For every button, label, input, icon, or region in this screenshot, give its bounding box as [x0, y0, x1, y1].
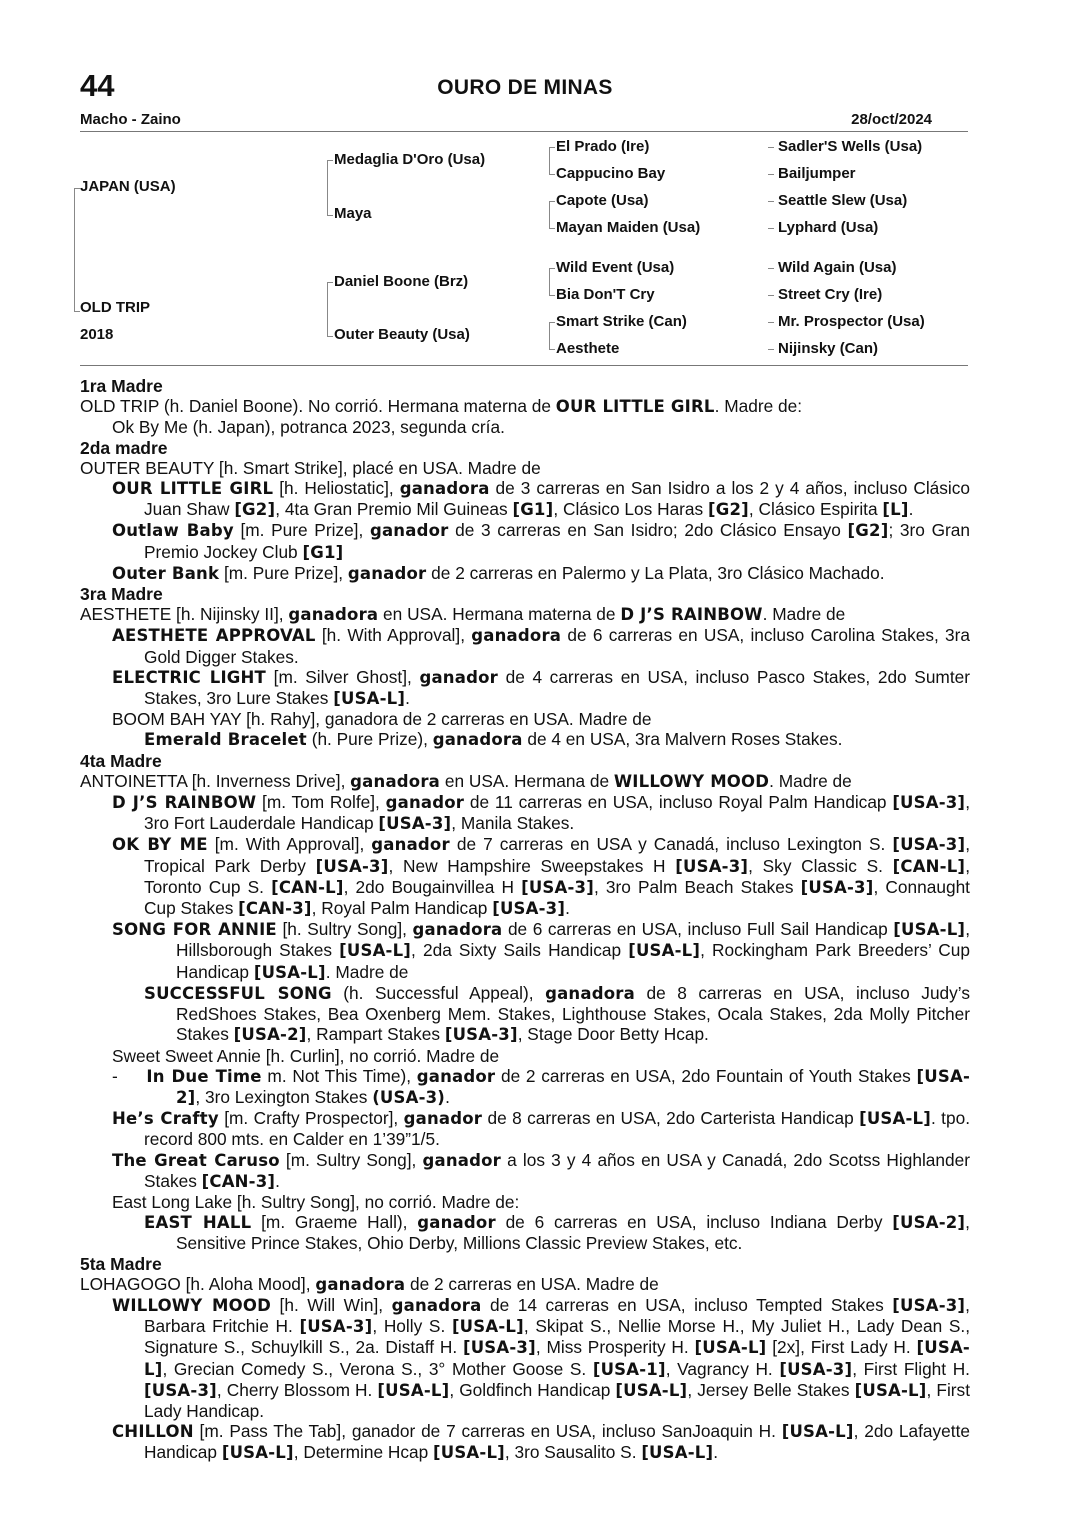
gen3-1: El Prado (Ire) [556, 138, 650, 155]
gen3-7: Smart Strike (Can) [556, 313, 687, 330]
gen3-4: Mayan Maiden (Usa) [556, 219, 701, 236]
section-title-5: 5ta Madre [80, 1253, 162, 1274]
produce-entry: AESTHETE APPROVAL [h. With Approval], ganadora de 6 carreras en USA, incluso Carolina Stakes, 3ra Gold Digger Stakes. [112, 625, 971, 667]
sex-color: Macho - Zaino [80, 111, 181, 128]
produce-entry: East Long Lake [h. Sultry Song], no corrió. Madre de: [112, 1191, 520, 1212]
dam-5-text: LOHAGOGO [h. Aloha Mood], ganadora de 2 carreras en USA. Madre de [80, 1273, 659, 1294]
sale-date: 28/oct/2024 [851, 111, 932, 128]
sire: JAPAN (USA) [80, 178, 176, 195]
horse-name: OURO DE MINAS [437, 76, 613, 99]
section-title-4: 4ta Madre [80, 750, 162, 771]
produce-record [80, 376, 970, 1464]
lot-number: 44 [80, 68, 115, 103]
produce-entry: CHILLON [m. Pass The Tab], ganador de 7 carreras en USA, incluso SanJoaquin H. [USA-L], 2do Lafayette Handicap [USA-L], Determine Hcap [USA-L], 3ro Sausalito S. [USA-L]. [112, 1421, 970, 1463]
dam-2-text: OUTER BEAUTY [h. Smart Strike], placé en USA. Madre de [80, 457, 541, 478]
produce-entry: EAST HALL [m. Graeme Hall), ganador de 6 carreras en USA, incluso Indiana Derby [USA-2], Sensitive Prince Stakes, Ohio Derby, Millions Classic Preview Stakes, etc. [144, 1212, 970, 1254]
gen4-6: Street Cry (Ire) [778, 286, 883, 303]
section-title-3: 3ra Madre [80, 584, 163, 605]
gen3-8: Aesthete [556, 340, 620, 357]
pedigree-bottom-rule [80, 365, 968, 366]
gen2-sire-sire: Medaglia D'Oro (Usa) [334, 151, 486, 168]
produce-entry: Outlaw Baby [m. Pure Prize], ganador de 3 carreras en San Isidro; 2do Clásico Ensayo [G2]; 3ro Gran Premio Jockey Club [G1] [112, 520, 970, 562]
bracket-line [74, 188, 75, 312]
dam-3-text: AESTHETE [h. Nijinsky II], ganadora en USA. Hermana materna de D J’S RAINBOW. Madre de [80, 604, 846, 625]
gen2-sire-dam: Maya [334, 205, 372, 222]
dam-4-text: ANTOINETTA [h. Inverness Drive], ganadora en USA. Hermana de WILLOWY MOOD. Madre de [80, 770, 852, 791]
dam: OLD TRIP [80, 299, 150, 316]
foal-year: 2018 [80, 326, 114, 343]
gen4-3: Seattle Slew (Usa) [778, 192, 908, 209]
gen2-dam-dam: Outer Beauty (Usa) [334, 326, 470, 343]
gen4-5: Wild Again (Usa) [778, 259, 897, 276]
dam-1-text: OLD TRIP (h. Daniel Boone). No corrió. Hermana materna de OUR LITTLE GIRL. Madre de: [80, 396, 803, 417]
produce-entry: OUR LITTLE GIRL [h. Heliostatic], ganadora de 3 carreras en San Isidro a los 2 y 4 años, incluso Clásico Juan Shaw [G2], 4ta Gran Premio Mil Guineas [G1], Clásico Los Haras [G2], Clásico Espirita [L]. [112, 478, 971, 520]
gen4-7: Mr. Prospector (Usa) [778, 313, 925, 330]
produce-entry: WILLOWY MOOD [h. Will Win], ganadora de 14 carreras en USA, incluso Tempted Stakes [USA-3], Barbara Fritchie H. [USA-3], Holly S. [USA-L], Skipat S., Nellie Morse H., My Juliet H., Lady Dean S., Signature S., Schuylkill S., 2a. Distaff H. [USA-3], Miss Prosperity H. [USA-L] [2x], First Lady H. [USA-L], Grecian Comedy S., Verona S., 3° Mother Goose S. [USA-1], Vagrancy H. [USA-3], First Flight H. [USA-3], Cherry Blossom H. [USA-L], Goldfinch Handicap [USA-L], Jersey Belle Stakes [USA-L], First Lady Handicap. [112, 1294, 970, 1421]
produce-entry: OK BY ME [m. With Approval], ganador de 7 carreras en USA y Canadá, incluso Lexington S. [USA-3], Tropical Park Derby [USA-3], New Hampshire Sweepstakes H [USA-3], Sky Classic S. [CAN-L], Toronto Cup S. [CAN-L], 2do Bougainvillea H [USA-3], 3ro Palm Beach Stakes [USA-3], Connaught Cup Stakes [CAN-3], Royal Palm Handicap [USA-3]. [112, 834, 971, 919]
produce-entry: ELECTRIC LIGHT [m. Silver Ghost], ganador de 4 carreras en USA, incluso Pasco Stakes, 2do Sumter Stakes, 3ro Lure Stakes [USA-L]. [112, 666, 970, 709]
gen3-3: Capote (Usa) [556, 192, 649, 209]
top-rule [80, 131, 968, 132]
produce-entry: SUCCESSFUL SONG (h. Successful Appeal), ganadora de 8 carreras en USA, incluso Judy’s RedShoes Stakes, Bea Oxenberg Mem. Stakes, Lighthouse Stakes, Ocala Stakes, 2da Molly Pitcher Stakes [USA-2], Rampart Stakes [USA-3], Stage Door Betty Hcap. [144, 982, 970, 1045]
gen3-5: Wild Event (Usa) [556, 259, 675, 276]
gen3-2: Cappucino Bay [556, 165, 666, 182]
produce-entry: BOOM BAH YAY [h. Rahy], ganadora de 2 carreras en USA. Madre de [112, 709, 652, 730]
section-title-1: 1ra Madre [80, 376, 163, 396]
produce-entry: The Great Caruso [m. Sultry Song], ganador a los 3 y 4 años en USA y Canadá, 2do Scotss Highlander Stakes [CAN-3]. [112, 1149, 970, 1191]
gen3-6: Bia Don'T Cry [556, 286, 655, 303]
produce-entry: Outer Bank [m. Pure Prize], ganador de 2 carreras en Palermo y La Plata, 3ro Clásico Machado. [112, 562, 885, 583]
gen4-8: Nijinsky (Can) [778, 340, 879, 357]
gen4-1: Sadler'S Wells (Usa) [778, 138, 923, 155]
produce-entry: - In Due Time m. Not This Time), ganador de 2 carreras en USA, 2do Fountain of Youth Stakes [USA-2], 3ro Lexington Stakes (USA-3). [112, 1065, 970, 1107]
produce-entry: He’s Crafty [m. Crafty Prospector], ganador de 8 carreras en USA, 2do Carterista Handicap [USA-L]. tpo. record 800 mts. en Calder en 1’39”1/5. [112, 1108, 970, 1150]
produce-entry: SONG FOR ANNIE [h. Sultry Song], ganadora de 6 carreras en USA, incluso Full Sail Handicap [USA-L], Hillsborough Stakes [USA-L], 2da Sixty Sails Handicap [USA-L], Rockingham Park Breeders’ Cup Handicap [USA-L]. Madre de [112, 919, 970, 982]
dam-1-produce: Ok By Me (h. Japan), potranca 2023, segunda cría. [112, 417, 505, 438]
gen4-2: Bailjumper [778, 165, 856, 182]
gen4-4: Lyphard (Usa) [778, 219, 879, 236]
section-title-2: 2da madre [80, 437, 168, 458]
produce-entry: Sweet Sweet Annie [h. Curlin], no corrió. Madre de [112, 1045, 500, 1066]
produce-entry: D J’S RAINBOW [m. Tom Rolfe], ganador de 11 carreras en USA, incluso Royal Palm Handicap [USA-3], 3ro Fort Lauderdale Handicap [USA-3], Manila Stakes. [112, 792, 970, 834]
gen2-dam-sire: Daniel Boone (Brz) [334, 273, 469, 290]
produce-entry: Emerald Bracelet (h. Pure Prize), ganadora de 4 en USA, 3ra Malvern Roses Stakes. [144, 729, 843, 750]
